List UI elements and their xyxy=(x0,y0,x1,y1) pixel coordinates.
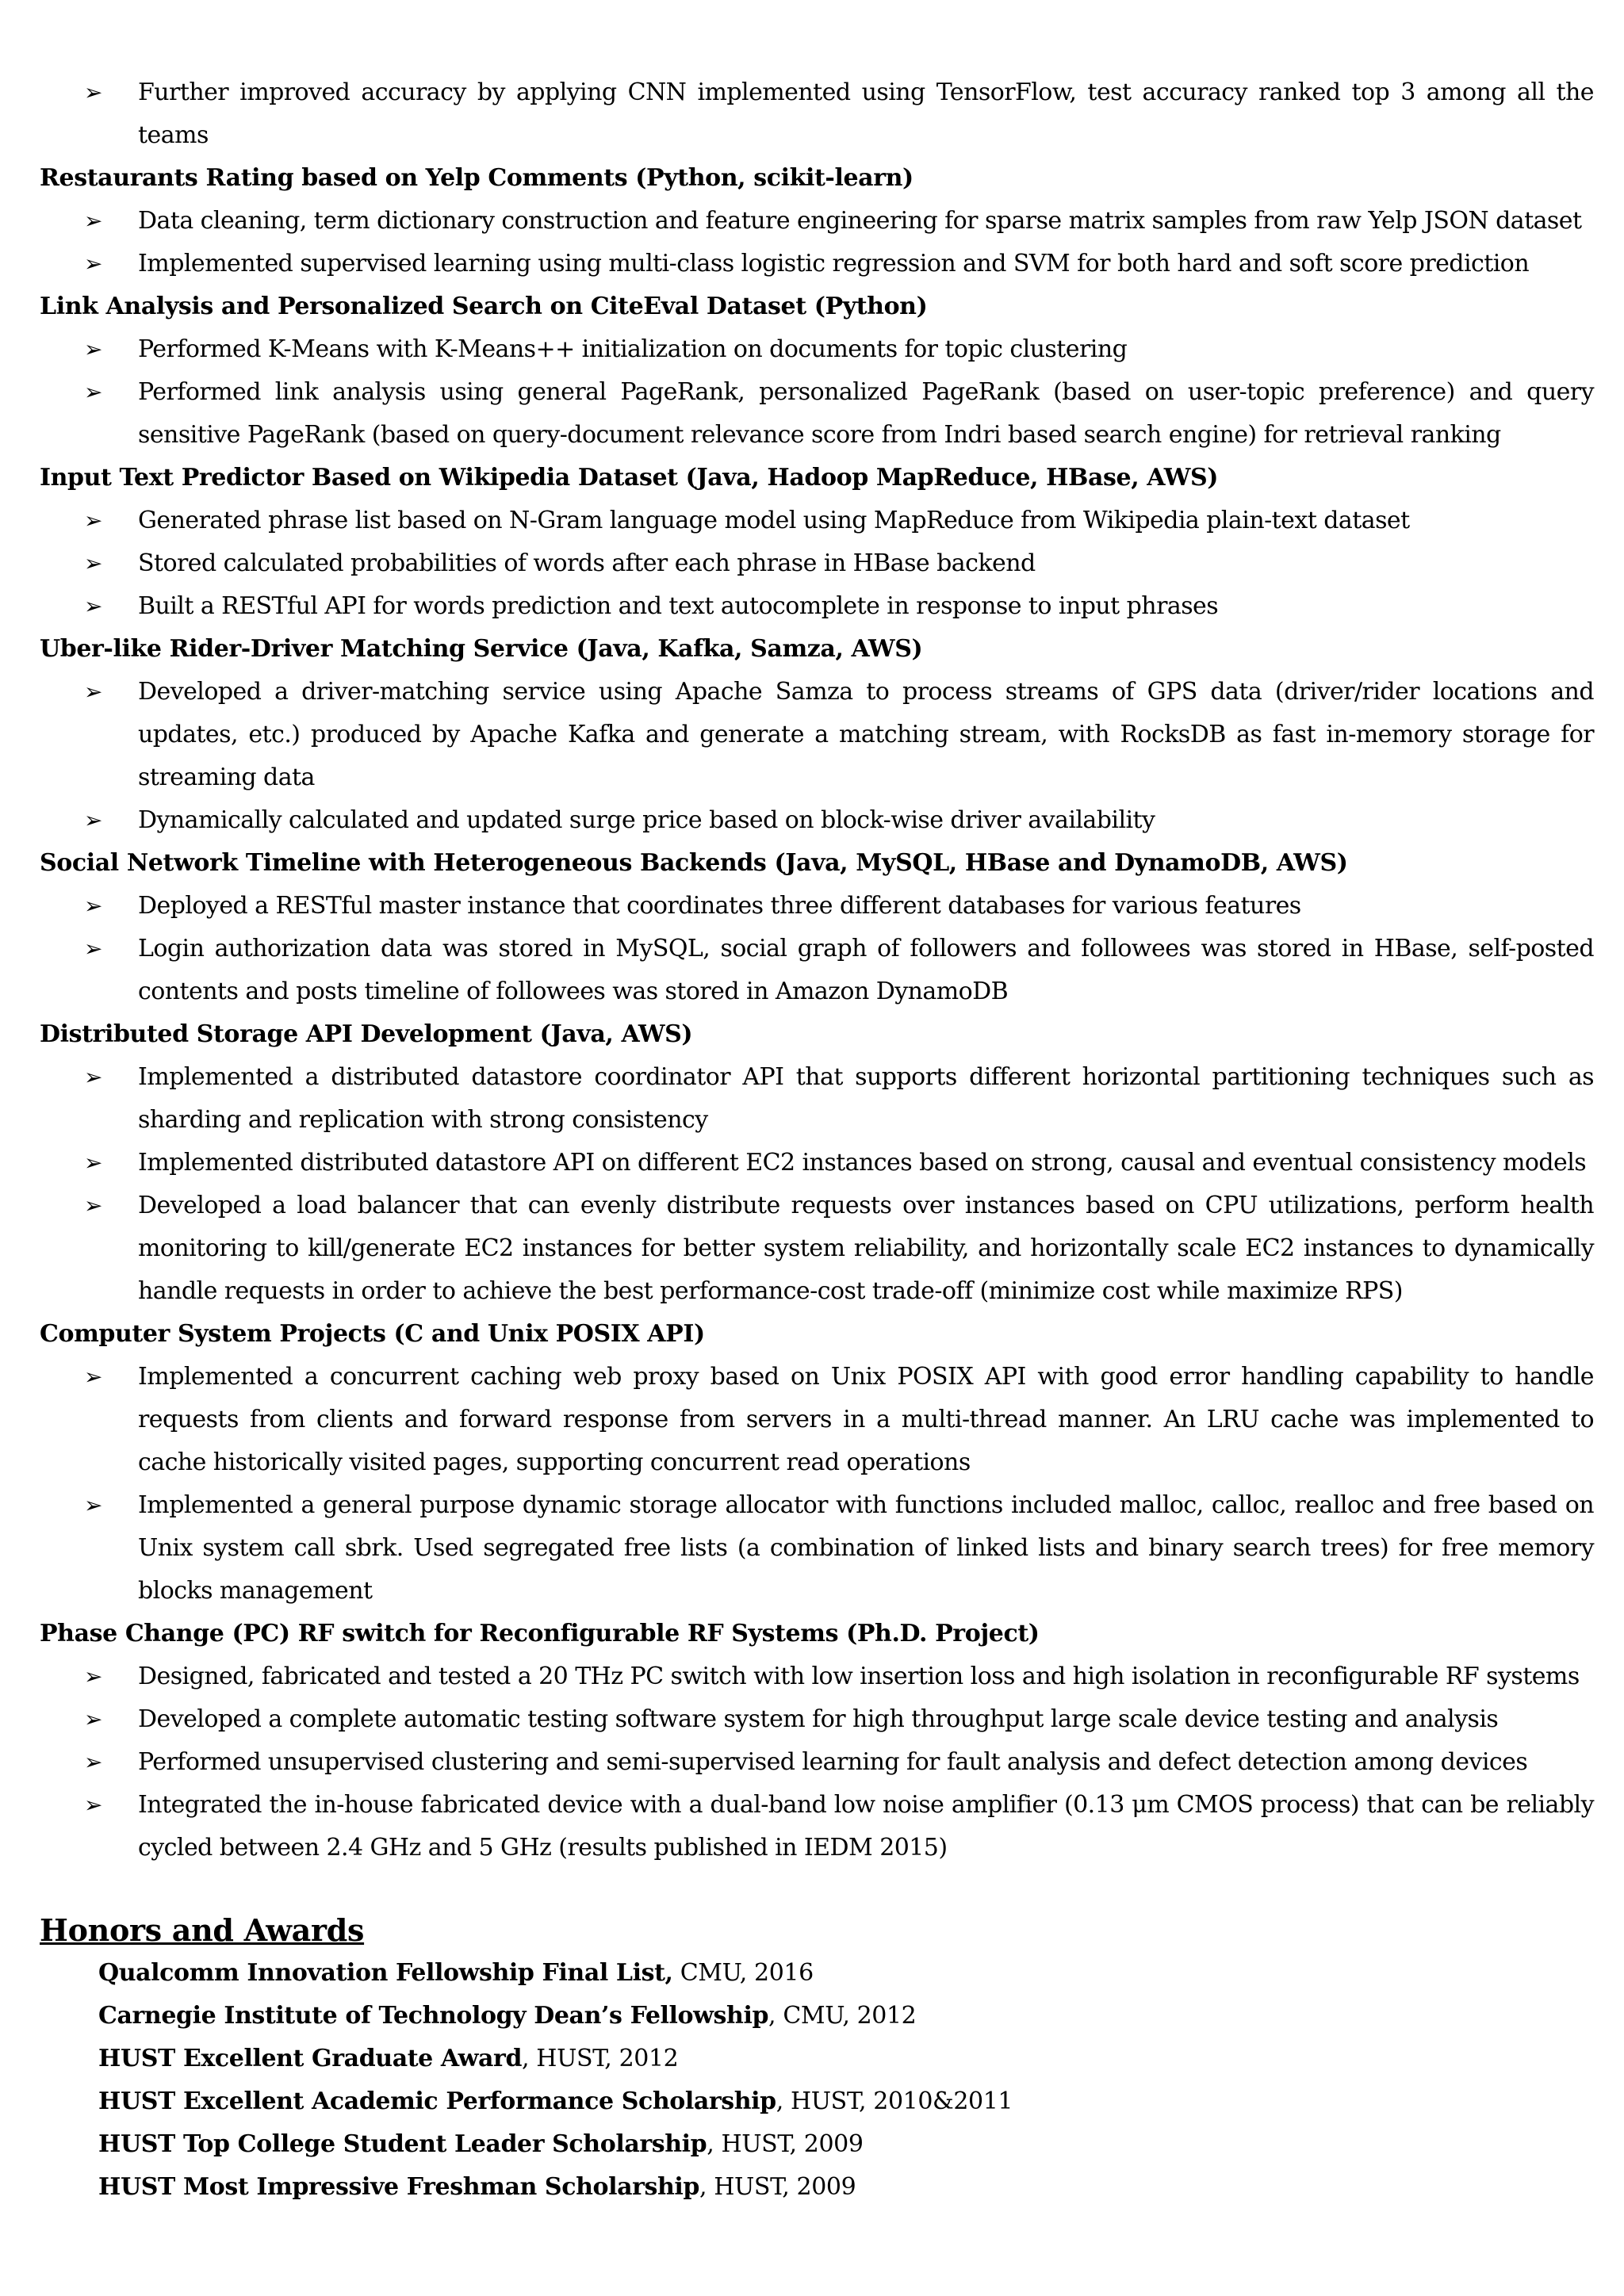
arrow-bullet-icon: ➢ xyxy=(84,1663,102,1689)
arrow-bullet-icon: ➢ xyxy=(84,1150,102,1176)
arrow-bullet-icon: ➢ xyxy=(84,593,102,619)
bullet-item xyxy=(40,1356,1594,1484)
bullet-item xyxy=(40,671,1594,799)
project-block xyxy=(40,457,1594,628)
bullet-text: Dynamically calculated and updated surge price based on block-wise driver availability xyxy=(138,806,1155,834)
bullet-item xyxy=(40,1142,1594,1184)
project-block xyxy=(40,1613,1594,1869)
award-detail: , CMU, 2012 xyxy=(768,2002,917,2030)
bullet-item xyxy=(40,1741,1594,1784)
arrow-bullet-icon: ➢ xyxy=(84,507,102,534)
award-item xyxy=(40,1995,1594,2038)
arrow-bullet-icon: ➢ xyxy=(84,1064,102,1090)
project-title: Social Network Timeline with Heterogeneous Backends (Java, MySQL, HBase and DynamoDB, AWS) xyxy=(40,849,1348,877)
award-name: HUST Top College Student Leader Scholarship xyxy=(98,2130,707,2158)
award-detail: CMU, 2016 xyxy=(672,1959,814,1987)
project-block xyxy=(40,285,1594,457)
bullet-item xyxy=(40,328,1594,371)
arrow-bullet-icon: ➢ xyxy=(84,208,102,234)
arrow-bullet-icon: ➢ xyxy=(84,336,102,362)
arrow-bullet-icon: ➢ xyxy=(84,679,102,705)
bullet-item xyxy=(40,1184,1594,1313)
project-title: Input Text Predictor Based on Wikipedia Dataset (Java, Hadoop MapReduce, HBase, AWS) xyxy=(40,464,1219,492)
bullet-item xyxy=(40,1784,1594,1869)
award-name: HUST Excellent Academic Performance Scholarship xyxy=(98,2087,776,2115)
award-detail: , HUST, 2009 xyxy=(699,2173,856,2201)
bullet-text: Implemented a distributed datastore coordinator API that supports different horizontal partitioning techniques such as sharding and replication with strong consistency xyxy=(138,1063,1594,1134)
bullet-text: Stored calculated probabilities of words after each phrase in HBase backend xyxy=(138,549,1036,577)
arrow-bullet-icon: ➢ xyxy=(84,79,102,105)
bullet-item xyxy=(40,71,1594,157)
award-detail: , HUST, 2009 xyxy=(707,2130,864,2158)
section-heading-honors: Honors and Awards xyxy=(40,1912,365,1948)
project-block xyxy=(40,71,1594,157)
arrow-bullet-icon: ➢ xyxy=(84,379,102,405)
project-block xyxy=(40,628,1594,842)
arrow-bullet-icon: ➢ xyxy=(84,1706,102,1732)
arrow-bullet-icon: ➢ xyxy=(84,1364,102,1390)
project-title: Restaurants Rating based on Yelp Comments (Python, scikit-learn) xyxy=(40,164,914,192)
award-item xyxy=(40,2038,1594,2080)
award-item xyxy=(40,2080,1594,2123)
project-block xyxy=(40,1013,1594,1313)
arrow-bullet-icon: ➢ xyxy=(84,1749,102,1775)
award-item xyxy=(40,2123,1594,2166)
award-name: Qualcomm Innovation Fellowship Final List, xyxy=(98,1959,673,1987)
bullet-text: Performed link analysis using general PageRank, personalized PageRank (based on user-topic preference) and query sensitive PageRank (based on query-document relevance score from Indri based search engine) for retrieval ranking xyxy=(138,378,1594,449)
bullet-text: Integrated the in-house fabricated device with a dual-band low noise amplifier (0.13 μm CMOS process) that can be reliably cycled between 2.4 GHz and 5 GHz (results published in IEDM 2015) xyxy=(138,1791,1594,1862)
project-title: Link Analysis and Personalized Search on CiteEval Dataset (Python) xyxy=(40,293,928,320)
bullet-text: Developed a complete automatic testing software system for high throughput large scale device testing and analysis xyxy=(138,1705,1499,1733)
bullet-text: Implemented supervised learning using multi-class logistic regression and SVM for both hard and soft score prediction xyxy=(138,250,1530,277)
bullet-text: Data cleaning, term dictionary construction and feature engineering for sparse matrix samples from raw Yelp JSON dataset xyxy=(138,207,1582,235)
arrow-bullet-icon: ➢ xyxy=(84,251,102,277)
bullet-text: Implemented a general purpose dynamic storage allocator with functions included malloc, calloc, realloc and free based on Unix system call sbrk. Used segregated free lists (a combination of linked lists and binary search trees) for free memory blocks management xyxy=(138,1491,1594,1605)
project-block xyxy=(40,1313,1594,1613)
award-detail: , HUST, 2010&2011 xyxy=(776,2087,1013,2115)
award-item xyxy=(40,2166,1594,2209)
bullet-item xyxy=(40,799,1594,842)
project-title: Phase Change (PC) RF switch for Reconfigurable RF Systems (Ph.D. Project) xyxy=(40,1620,1040,1647)
project-block xyxy=(40,157,1594,285)
bullet-item xyxy=(40,200,1594,243)
arrow-bullet-icon: ➢ xyxy=(84,936,102,962)
award-name: HUST Most Impressive Freshman Scholarship xyxy=(98,2173,700,2201)
resume-page xyxy=(40,71,1594,2209)
bullet-text: Generated phrase list based on N-Gram language model using MapReduce from Wikipedia plain-text dataset xyxy=(138,507,1410,534)
bullet-item xyxy=(40,585,1594,628)
bullet-text: Designed, fabricated and tested a 20 THz PC switch with low insertion loss and high isolation in reconfigurable RF systems xyxy=(138,1663,1580,1690)
award-item xyxy=(40,1952,1594,1995)
bullet-item xyxy=(40,1698,1594,1741)
bullet-item xyxy=(40,1655,1594,1698)
bullet-item xyxy=(40,499,1594,542)
bullet-text: Deployed a RESTful master instance that coordinates three different databases for various features xyxy=(138,892,1301,920)
project-title: Uber-like Rider-Driver Matching Service (Java, Kafka, Samza, AWS) xyxy=(40,635,923,663)
bullet-item xyxy=(40,885,1594,928)
arrow-bullet-icon: ➢ xyxy=(84,1192,102,1219)
bullet-item xyxy=(40,1056,1594,1142)
arrow-bullet-icon: ➢ xyxy=(84,893,102,919)
arrow-bullet-icon: ➢ xyxy=(84,807,102,833)
arrow-bullet-icon: ➢ xyxy=(84,1792,102,1818)
bullet-text: Further improved accuracy by applying CNN implemented using TensorFlow, test accuracy ranked top 3 among all the teams xyxy=(138,78,1594,149)
bullet-item xyxy=(40,243,1594,285)
award-detail: , HUST, 2012 xyxy=(522,2045,679,2072)
bullet-item xyxy=(40,1484,1594,1613)
bullet-text: Built a RESTful API for words prediction and text autocomplete in response to input phrases xyxy=(138,592,1219,620)
bullet-text: Developed a load balancer that can evenly distribute requests over instances based on CPU utilizations, perform health monitoring to kill/generate EC2 instances for better system reliability, and horizontally scale EC2 instances to dynamically handle requests in order to achieve the best performance-cost trade-off (minimize cost while maximize RPS) xyxy=(138,1192,1594,1305)
bullet-item xyxy=(40,542,1594,585)
bullet-text: Login authorization data was stored in MySQL, social graph of followers and followees was stored in HBase, self-posted contents and posts timeline of followees was stored in Amazon DynamoDB xyxy=(138,935,1594,1005)
bullet-text: Developed a driver-matching service using Apache Samza to process streams of GPS data (driver/rider locations and updates, etc.) produced by Apache Kafka and generate a matching stream, with RocksDB as fast in-memory storage for streaming data xyxy=(138,678,1594,791)
project-block xyxy=(40,842,1594,1013)
project-title: Computer System Projects (C and Unix POSIX API) xyxy=(40,1320,705,1348)
project-title: Distributed Storage API Development (Java, AWS) xyxy=(40,1020,693,1048)
bullet-text: Performed unsupervised clustering and semi-supervised learning for fault analysis and defect detection among devices xyxy=(138,1748,1528,1776)
award-name: Carnegie Institute of Technology Dean’s Fellowship xyxy=(98,2002,769,2030)
arrow-bullet-icon: ➢ xyxy=(84,1492,102,1518)
bullet-text: Implemented distributed datastore API on different EC2 instances based on strong, causal and eventual consistency models xyxy=(138,1149,1587,1177)
award-name: HUST Excellent Graduate Award xyxy=(98,2045,523,2072)
bullet-item xyxy=(40,371,1594,457)
bullet-text: Performed K-Means with K-Means++ initialization on documents for topic clustering xyxy=(138,335,1128,363)
bullet-text: Implemented a concurrent caching web proxy based on Unix POSIX API with good error handling capability to handle requests from clients and forward response from servers in a multi-thread manner. An LRU cache was implemented to cache historically visited pages, supporting concurrent read operations xyxy=(138,1363,1594,1476)
bullet-item xyxy=(40,928,1594,1013)
arrow-bullet-icon: ➢ xyxy=(84,550,102,576)
